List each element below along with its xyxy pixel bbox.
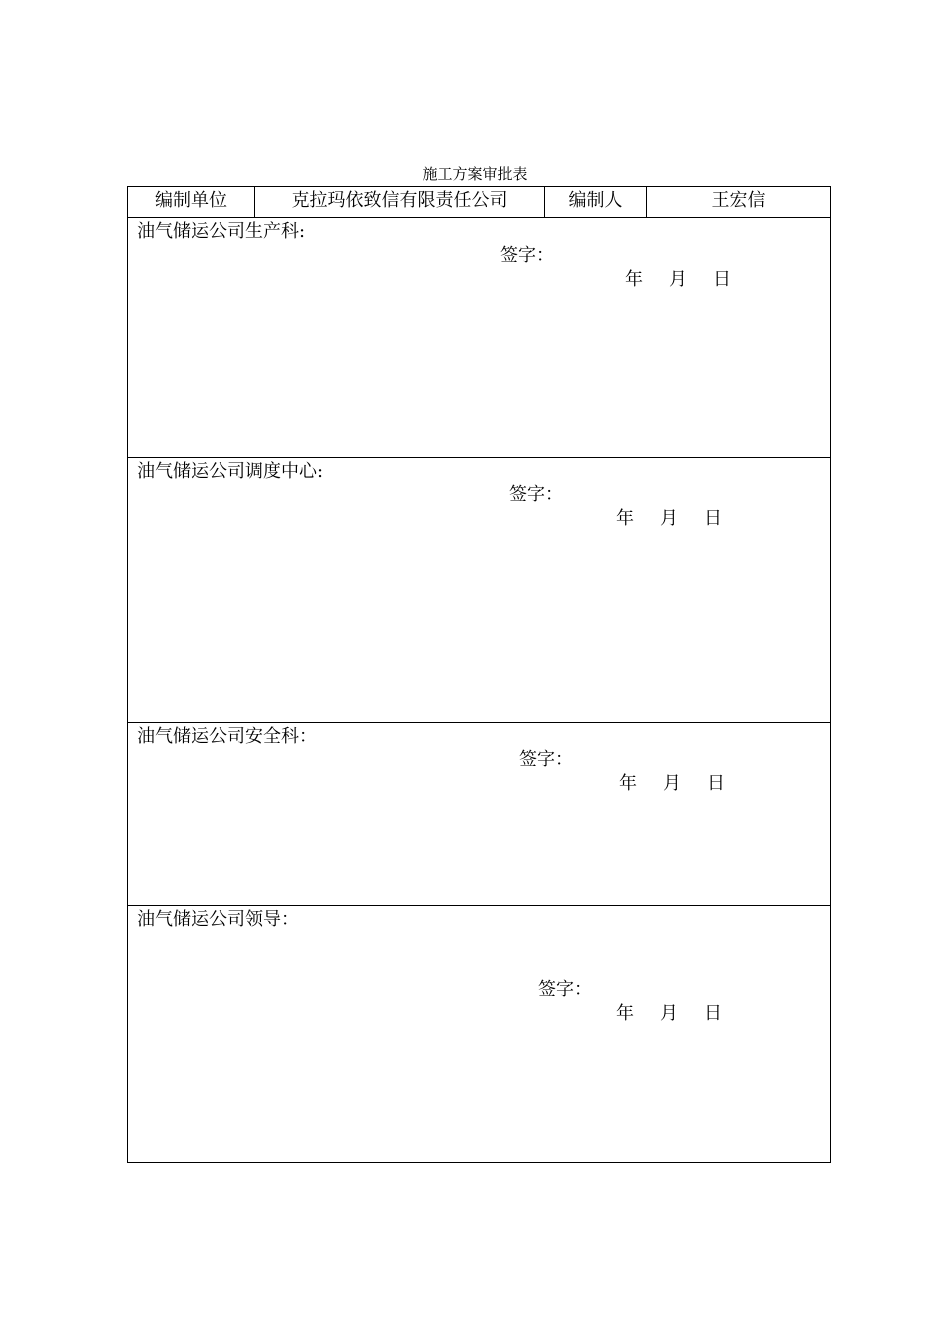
year-label: 年 (616, 1003, 634, 1024)
signature-label: 签字： (538, 979, 592, 1000)
document-title: 施工方案审批表 (422, 165, 528, 183)
header-row (128, 187, 830, 218)
author-label-cell: 编制人 (545, 187, 647, 217)
year-label: 年 (616, 508, 634, 529)
date-line (616, 1003, 722, 1025)
approval-form-table (127, 186, 831, 1163)
month-label: 月 (663, 773, 681, 794)
date-line (616, 508, 722, 530)
date-line (625, 269, 731, 291)
month-label: 月 (660, 1003, 678, 1024)
unit-label-cell: 编制单位 (128, 187, 255, 217)
unit-value-cell: 克拉玛依致信有限责任公司 (255, 187, 545, 217)
section-label: 油气储运公司领导： (137, 909, 299, 930)
section-label: 油气储运公司生产科: (137, 221, 306, 242)
month-label: 月 (669, 269, 687, 290)
signature-label: 签字： (500, 245, 554, 266)
section-dispatch (128, 458, 830, 723)
date-line (619, 773, 725, 795)
month-label: 月 (660, 508, 678, 529)
author-value-cell: 王宏信 (711, 190, 766, 211)
year-label: 年 (625, 269, 643, 290)
day-label: 日 (707, 773, 725, 794)
day-label: 日 (704, 508, 722, 529)
section-production (128, 218, 830, 458)
section-label: 油气储运公司安全科： (137, 726, 317, 747)
signature-label: 签字： (519, 749, 573, 770)
day-label: 日 (704, 1003, 722, 1024)
section-leadership (128, 906, 830, 1162)
section-label: 油气储运公司调度中心: (137, 461, 324, 482)
year-label: 年 (619, 773, 637, 794)
section-safety (128, 723, 830, 906)
signature-label: 签字： (509, 484, 563, 505)
day-label: 日 (713, 269, 731, 290)
